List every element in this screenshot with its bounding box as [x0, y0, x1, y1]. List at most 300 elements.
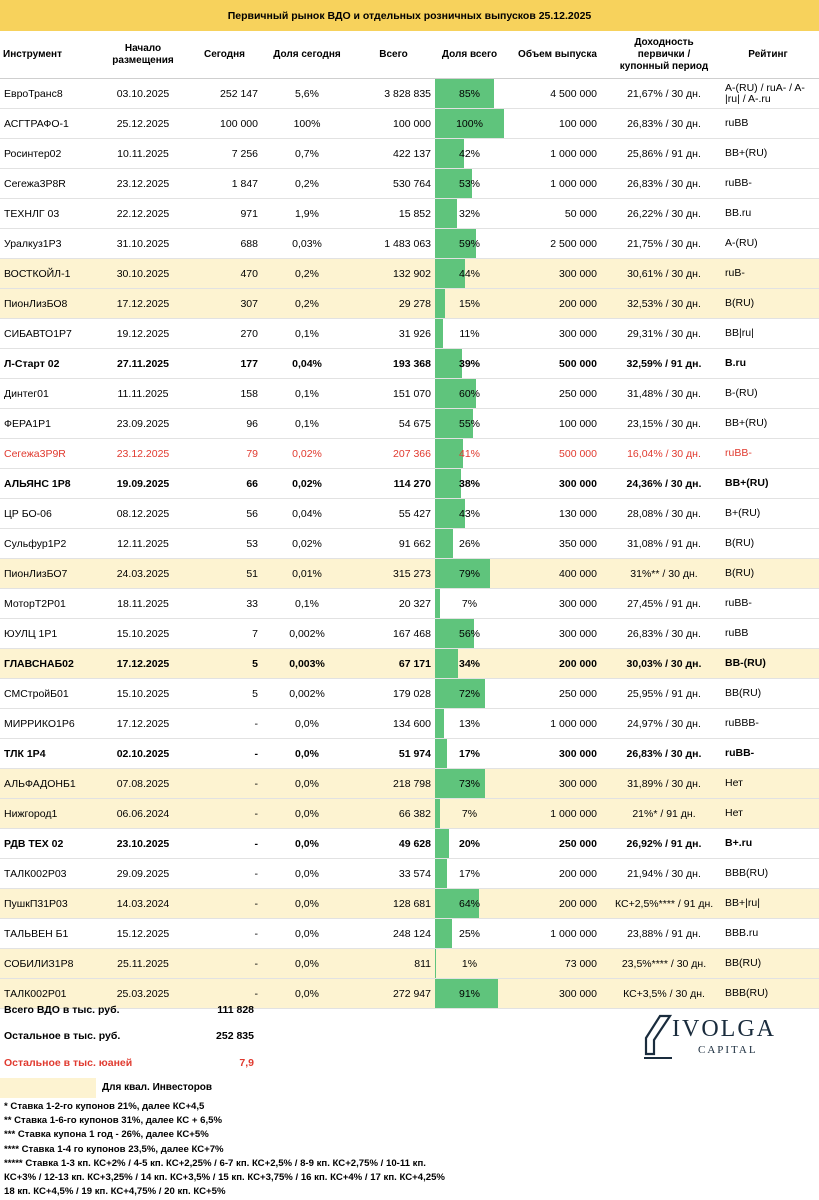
cell-instrument: Сегежа3P8R: [0, 169, 99, 199]
col-header-start: Начало размещения: [99, 31, 187, 79]
share-total-label: 17%: [458, 747, 480, 760]
cell-share-total: [435, 949, 504, 979]
cell-yield: 26,83% / 30 дн.: [611, 109, 717, 139]
cell-yield: 21,67% / 30 дн.: [611, 79, 717, 109]
cell-total: 54 675: [352, 409, 435, 439]
cell-share-total: [435, 499, 504, 529]
share-total-label: 59%: [458, 237, 480, 250]
cell-rating: BBB(RU): [717, 979, 819, 1009]
cell-yield: 31%** / 30 дн.: [611, 559, 717, 589]
summary-other-rub-label: Остальное в тыс. руб.: [4, 1030, 121, 1042]
share-total-label: 53%: [458, 177, 480, 190]
cell-today: 51: [187, 559, 262, 589]
table-row: [0, 589, 819, 619]
cell-today: 688: [187, 229, 262, 259]
cell-start-date: 23.10.2025: [99, 829, 187, 859]
cell-share-total: [435, 169, 504, 199]
cell-rating: ruBB-: [717, 739, 819, 769]
cell-share-today: 0,0%: [262, 769, 352, 799]
cell-share-total: [435, 439, 504, 469]
cell-rating: B-(RU): [717, 379, 819, 409]
cell-today: 158: [187, 379, 262, 409]
summary-vdo-label: Всего ВДО в тыс. руб.: [4, 1004, 120, 1016]
table-row: [0, 79, 819, 109]
cell-instrument: АСГТРАФО-1: [0, 109, 99, 139]
cell-start-date: 30.10.2025: [99, 259, 187, 289]
logo-name: IVOLGA: [672, 1016, 776, 1042]
cell-total: 31 926: [352, 319, 435, 349]
ivolga-logo-icon: [640, 1010, 676, 1062]
cell-volume: 200 000: [504, 649, 611, 679]
table-row: [0, 859, 819, 889]
cell-share-total: [435, 109, 504, 139]
cell-yield: 31,89% / 30 дн.: [611, 769, 717, 799]
cell-yield: 24,36% / 30 дн.: [611, 469, 717, 499]
table-row: [0, 259, 819, 289]
cell-instrument: Л-Старт 02: [0, 349, 99, 379]
share-total-label: 13%: [458, 717, 480, 730]
cell-share-total: [435, 199, 504, 229]
cell-share-today: 100%: [262, 109, 352, 139]
cell-rating: B+.ru: [717, 829, 819, 859]
cell-start-date: 12.11.2025: [99, 529, 187, 559]
table-row: [0, 709, 819, 739]
cell-share-today: 0,02%: [262, 469, 352, 499]
cell-today: 7 256: [187, 139, 262, 169]
cell-start-date: 07.08.2025: [99, 769, 187, 799]
cell-yield: 29,31% / 30 дн.: [611, 319, 717, 349]
col-header-share-today: Доля сегодня: [262, 31, 352, 79]
share-total-label: 72%: [458, 687, 480, 700]
cell-share-today: 1,9%: [262, 199, 352, 229]
cell-volume: 200 000: [504, 289, 611, 319]
cell-yield: 32,53% / 30 дн.: [611, 289, 717, 319]
cell-yield: КС+2,5%**** / 91 дн.: [611, 889, 717, 919]
cell-today: 53: [187, 529, 262, 559]
cell-total: 33 574: [352, 859, 435, 889]
cell-share-total: [435, 259, 504, 289]
cell-today: 177: [187, 349, 262, 379]
cell-today: -: [187, 829, 262, 859]
cell-rating: BBB(RU): [717, 859, 819, 889]
cell-instrument: ГЛАВСНАБ02: [0, 649, 99, 679]
cell-yield: 23,88% / 91 дн.: [611, 919, 717, 949]
cell-share-total: [435, 859, 504, 889]
cell-yield: 31,08% / 91 дн.: [611, 529, 717, 559]
cell-volume: 400 000: [504, 559, 611, 589]
share-total-label: 38%: [458, 477, 480, 490]
cell-yield: 32,59% / 91 дн.: [611, 349, 717, 379]
cell-rating: BB+|ru|: [717, 889, 819, 919]
cell-total: 193 368: [352, 349, 435, 379]
cell-share-today: 0,0%: [262, 739, 352, 769]
cell-start-date: 23.12.2025: [99, 439, 187, 469]
cell-today: 56: [187, 499, 262, 529]
share-total-label: 1%: [461, 957, 478, 970]
cell-start-date: 24.03.2025: [99, 559, 187, 589]
table-row: [0, 829, 819, 859]
cell-instrument: ЮУЛЦ 1Р1: [0, 619, 99, 649]
summary-other-rub: [0, 1030, 300, 1048]
cell-start-date: 15.10.2025: [99, 619, 187, 649]
cell-today: -: [187, 739, 262, 769]
share-total-label: 15%: [458, 297, 480, 310]
share-total-label: 26%: [458, 537, 480, 550]
cell-total: 530 764: [352, 169, 435, 199]
cell-total: 811: [352, 949, 435, 979]
table-row: [0, 649, 819, 679]
cell-rating: B+(RU): [717, 499, 819, 529]
cell-total: 29 278: [352, 289, 435, 319]
table-row: [0, 289, 819, 319]
cell-total: 20 327: [352, 589, 435, 619]
cell-total: 167 468: [352, 619, 435, 649]
share-total-label: 42%: [458, 147, 480, 160]
summary-other-cny-label: Остальное в тыс. юаней: [4, 1057, 133, 1069]
cell-total: 114 270: [352, 469, 435, 499]
cell-share-total: [435, 649, 504, 679]
cell-yield: 25,86% / 91 дн.: [611, 139, 717, 169]
cell-rating: B(RU): [717, 289, 819, 319]
cell-instrument: ВОСТКОЙЛ-1: [0, 259, 99, 289]
cell-start-date: 02.10.2025: [99, 739, 187, 769]
cell-today: 307: [187, 289, 262, 319]
cell-start-date: 17.12.2025: [99, 289, 187, 319]
cell-total: 315 273: [352, 559, 435, 589]
cell-today: 96: [187, 409, 262, 439]
share-total-label: 7%: [461, 597, 478, 610]
cell-volume: 300 000: [504, 979, 611, 1009]
col-header-total: Всего: [352, 31, 435, 79]
share-total-label: 73%: [458, 777, 480, 790]
cell-rating: BB.ru: [717, 199, 819, 229]
cell-rating: BB-(RU): [717, 649, 819, 679]
cell-volume: 300 000: [504, 769, 611, 799]
share-total-label: 60%: [458, 387, 480, 400]
cell-share-today: 0,02%: [262, 529, 352, 559]
cell-today: 971: [187, 199, 262, 229]
cell-volume: 100 000: [504, 409, 611, 439]
share-total-label: 20%: [458, 837, 480, 850]
cell-share-today: 0,2%: [262, 289, 352, 319]
cell-volume: 130 000: [504, 499, 611, 529]
cell-share-total: [435, 769, 504, 799]
cell-volume: 500 000: [504, 439, 611, 469]
cell-instrument: ТЛК 1Р4: [0, 739, 99, 769]
table-row: [0, 799, 819, 829]
cell-volume: 1 000 000: [504, 709, 611, 739]
qual-legend: [0, 1078, 300, 1098]
cell-share-today: 0,7%: [262, 139, 352, 169]
cell-today: -: [187, 949, 262, 979]
cell-total: 55 427: [352, 499, 435, 529]
cell-share-total: [435, 799, 504, 829]
cell-instrument: СМСтройБ01: [0, 679, 99, 709]
qual-legend-swatch: [0, 1078, 96, 1098]
table-body: [0, 79, 819, 1009]
table-row: [0, 469, 819, 499]
share-total-label: 43%: [458, 507, 480, 520]
cell-rating: ruBB-: [717, 439, 819, 469]
cell-total: 179 028: [352, 679, 435, 709]
cell-start-date: 19.09.2025: [99, 469, 187, 499]
cell-volume: 250 000: [504, 379, 611, 409]
cell-instrument: Росинтер02: [0, 139, 99, 169]
footnote: * Ставка 1-2-го купонов 21%, далее КС+4,5: [4, 1101, 205, 1112]
summary-vdo-value: 111 828: [217, 1004, 254, 1016]
cell-share-today: 0,01%: [262, 559, 352, 589]
cell-rating: ruBB: [717, 109, 819, 139]
cell-total: 66 382: [352, 799, 435, 829]
cell-start-date: 25.03.2025: [99, 979, 187, 1009]
page-title: Первичный рынок ВДО и отдельных розничных выпусков 25.12.2025: [0, 0, 819, 31]
cell-start-date: 03.10.2025: [99, 79, 187, 109]
cell-yield: 21%* / 91 дн.: [611, 799, 717, 829]
cell-rating: ruBBB-: [717, 709, 819, 739]
cell-instrument: СИБАВТО1Р7: [0, 319, 99, 349]
qual-legend-label: Для квал. Инвесторов: [102, 1082, 213, 1093]
cell-share-today: 0,0%: [262, 949, 352, 979]
bonds-table: [0, 31, 819, 1009]
table-row: [0, 319, 819, 349]
share-total-label: 79%: [458, 567, 480, 580]
cell-instrument: ПионЛизБО7: [0, 559, 99, 589]
cell-total: 248 124: [352, 919, 435, 949]
cell-rating: ruB-: [717, 259, 819, 289]
cell-start-date: 08.12.2025: [99, 499, 187, 529]
cell-instrument: АЛЬФАДОНБ1: [0, 769, 99, 799]
cell-yield: 21,75% / 30 дн.: [611, 229, 717, 259]
cell-today: -: [187, 769, 262, 799]
cell-today: -: [187, 919, 262, 949]
cell-share-total: [435, 919, 504, 949]
cell-share-today: 0,04%: [262, 349, 352, 379]
cell-volume: 1 000 000: [504, 919, 611, 949]
cell-volume: 300 000: [504, 619, 611, 649]
cell-rating: B(RU): [717, 559, 819, 589]
share-total-label: 85%: [458, 87, 480, 100]
cell-rating: A-(RU): [717, 229, 819, 259]
table-row: [0, 919, 819, 949]
cell-start-date: 06.06.2024: [99, 799, 187, 829]
cell-yield: 26,92% / 91 дн.: [611, 829, 717, 859]
col-header-instrument: Инструмент: [0, 31, 99, 79]
cell-start-date: 23.09.2025: [99, 409, 187, 439]
cell-start-date: 22.12.2025: [99, 199, 187, 229]
cell-volume: 50 000: [504, 199, 611, 229]
cell-volume: 300 000: [504, 739, 611, 769]
share-total-label: 44%: [458, 267, 480, 280]
table-row: [0, 139, 819, 169]
cell-instrument: ЦР БО-06: [0, 499, 99, 529]
table-row: [0, 379, 819, 409]
cell-total: 15 852: [352, 199, 435, 229]
cell-yield: 31,48% / 30 дн.: [611, 379, 717, 409]
cell-start-date: 18.11.2025: [99, 589, 187, 619]
cell-start-date: 11.11.2025: [99, 379, 187, 409]
cell-start-date: 17.12.2025: [99, 709, 187, 739]
cell-yield: 28,08% / 30 дн.: [611, 499, 717, 529]
col-header-today: Сегодня: [187, 31, 262, 79]
cell-instrument: Динтег01: [0, 379, 99, 409]
cell-share-total: [435, 349, 504, 379]
cell-share-today: 0,04%: [262, 499, 352, 529]
cell-start-date: 23.12.2025: [99, 169, 187, 199]
cell-yield: 26,83% / 30 дн.: [611, 619, 717, 649]
table-row: [0, 949, 819, 979]
col-header-rating: Рейтинг: [717, 31, 819, 79]
cell-total: 134 600: [352, 709, 435, 739]
cell-share-total: [435, 589, 504, 619]
share-total-label: 11%: [459, 327, 480, 340]
table-row: [0, 349, 819, 379]
cell-yield: 26,83% / 30 дн.: [611, 169, 717, 199]
cell-yield: 30,03% / 30 дн.: [611, 649, 717, 679]
share-total-label: 55%: [458, 417, 480, 430]
cell-share-today: 0,02%: [262, 439, 352, 469]
cell-instrument: ТЕХНЛГ 03: [0, 199, 99, 229]
footnote: ** Ставка 1-6-го купонов 31%, далее КС + 6,5%: [4, 1115, 222, 1127]
col-header-yield: Доходность первички / купонный период: [611, 31, 717, 79]
cell-today: -: [187, 709, 262, 739]
cell-rating: ruBB: [717, 619, 819, 649]
cell-total: 218 798: [352, 769, 435, 799]
share-total-label: 41%: [458, 447, 480, 460]
cell-total: 422 137: [352, 139, 435, 169]
table-row: [0, 739, 819, 769]
cell-start-date: 14.03.2024: [99, 889, 187, 919]
share-total-label: 25%: [458, 927, 480, 940]
cell-share-today: 0,0%: [262, 919, 352, 949]
cell-volume: 300 000: [504, 589, 611, 619]
cell-volume: 73 000: [504, 949, 611, 979]
cell-share-total: [435, 379, 504, 409]
cell-share-today: 0,03%: [262, 229, 352, 259]
cell-rating: BB+(RU): [717, 409, 819, 439]
cell-volume: 500 000: [504, 349, 611, 379]
cell-today: 100 000: [187, 109, 262, 139]
share-total-label: 100%: [456, 117, 483, 130]
cell-share-total: [435, 229, 504, 259]
cell-today: 1 847: [187, 169, 262, 199]
cell-share-total: [435, 709, 504, 739]
cell-share-total: [435, 739, 504, 769]
logo-sub: CAPITAL: [698, 1044, 758, 1056]
cell-total: 1 483 063: [352, 229, 435, 259]
share-total-label: 56%: [458, 627, 480, 640]
cell-volume: 300 000: [504, 319, 611, 349]
cell-instrument: Нижгород1: [0, 799, 99, 829]
cell-total: 49 628: [352, 829, 435, 859]
cell-total: 272 947: [352, 979, 435, 1009]
cell-share-today: 5,6%: [262, 79, 352, 109]
cell-volume: 300 000: [504, 259, 611, 289]
cell-share-today: 0,0%: [262, 829, 352, 859]
cell-today: 66: [187, 469, 262, 499]
cell-share-total: [435, 979, 504, 1009]
footnote: 18 кп. КС+4,5% / 19 кп. КС+4,75% / 20 кп. КС+5%: [4, 1186, 226, 1198]
cell-start-date: 15.10.2025: [99, 679, 187, 709]
cell-volume: 250 000: [504, 679, 611, 709]
cell-instrument: ТАЛК002Р03: [0, 859, 99, 889]
cell-yield: 27,45% / 91 дн.: [611, 589, 717, 619]
cell-total: 67 171: [352, 649, 435, 679]
cell-share-today: 0,1%: [262, 409, 352, 439]
cell-rating: Нет: [717, 799, 819, 829]
summary-vdo: [0, 1004, 300, 1022]
cell-instrument: МИРРИКО1Р6: [0, 709, 99, 739]
cell-volume: 2 500 000: [504, 229, 611, 259]
cell-today: 252 147: [187, 79, 262, 109]
summary-other-cny: [0, 1057, 300, 1075]
cell-share-total: [435, 679, 504, 709]
cell-share-total: [435, 829, 504, 859]
cell-volume: 1 000 000: [504, 799, 611, 829]
table-row: [0, 199, 819, 229]
cell-start-date: 25.12.2025: [99, 109, 187, 139]
cell-volume: 4 500 000: [504, 79, 611, 109]
table-row: [0, 409, 819, 439]
table-row: [0, 769, 819, 799]
cell-volume: 300 000: [504, 469, 611, 499]
cell-share-today: 0,002%: [262, 619, 352, 649]
cell-share-today: 0,0%: [262, 799, 352, 829]
table-row: [0, 679, 819, 709]
cell-total: 132 902: [352, 259, 435, 289]
cell-share-today: 0,1%: [262, 589, 352, 619]
cell-today: -: [187, 979, 262, 1009]
cell-start-date: 27.11.2025: [99, 349, 187, 379]
cell-start-date: 31.10.2025: [99, 229, 187, 259]
cell-today: 7: [187, 619, 262, 649]
cell-volume: 250 000: [504, 829, 611, 859]
cell-instrument: ПионЛизБО8: [0, 289, 99, 319]
cell-today: -: [187, 859, 262, 889]
cell-rating: BB(RU): [717, 949, 819, 979]
cell-rating: B.ru: [717, 349, 819, 379]
cell-yield: 26,83% / 30 дн.: [611, 739, 717, 769]
cell-rating: BB+(RU): [717, 139, 819, 169]
cell-total: 51 974: [352, 739, 435, 769]
cell-today: 79: [187, 439, 262, 469]
table-row: [0, 229, 819, 259]
cell-instrument: ЕвроТранс8: [0, 79, 99, 109]
footnotes: [4, 1100, 564, 1199]
cell-volume: 200 000: [504, 859, 611, 889]
share-total-label: 17%: [458, 867, 480, 880]
cell-today: 33: [187, 589, 262, 619]
cell-rating: BB|ru|: [717, 319, 819, 349]
share-total-label: 91%: [458, 987, 480, 1000]
cell-rating: BBB.ru: [717, 919, 819, 949]
cell-start-date: 19.12.2025: [99, 319, 187, 349]
cell-yield: 23,5%**** / 30 дн.: [611, 949, 717, 979]
cell-share-total: [435, 559, 504, 589]
cell-today: 5: [187, 649, 262, 679]
cell-rating: ruBB-: [717, 169, 819, 199]
cell-start-date: 10.11.2025: [99, 139, 187, 169]
cell-total: 3 828 835: [352, 79, 435, 109]
cell-rating: A-(RU) / ruA- / A-|ru| / A-.ru: [717, 79, 819, 109]
cell-today: -: [187, 799, 262, 829]
cell-instrument: ТАЛК002Р01: [0, 979, 99, 1009]
table-row: [0, 439, 819, 469]
cell-start-date: 17.12.2025: [99, 649, 187, 679]
cell-share-today: 0,0%: [262, 979, 352, 1009]
cell-share-total: [435, 289, 504, 319]
share-total-label: 34%: [458, 657, 480, 670]
table-row: [0, 169, 819, 199]
